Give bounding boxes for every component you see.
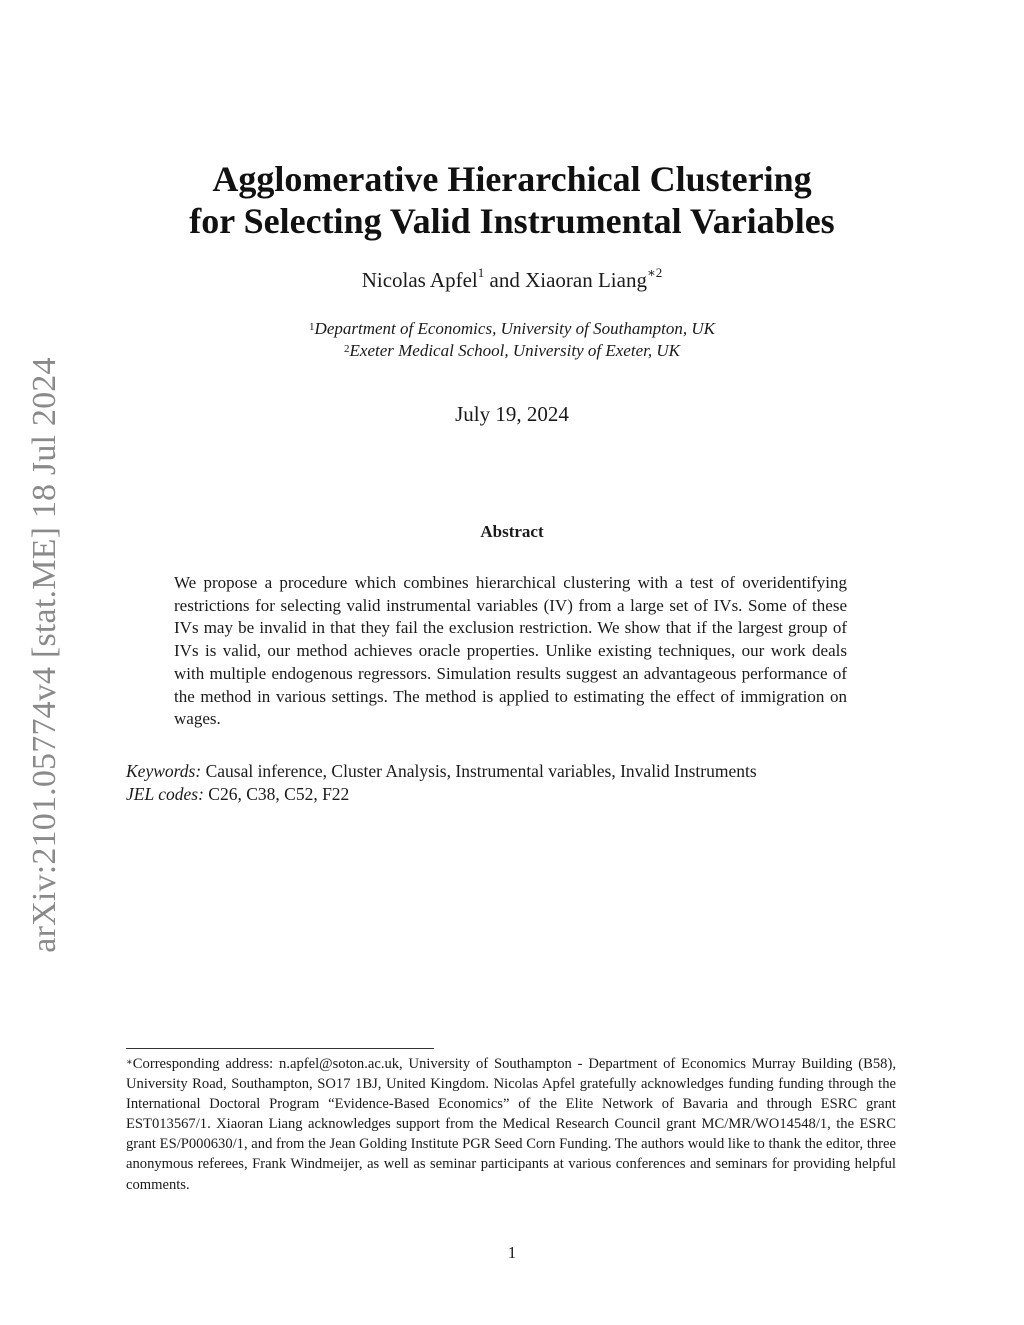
footnote <box>126 1054 896 1195</box>
affiliation-mark: ∗2 <box>646 265 663 280</box>
affiliation-item <box>0 318 1024 340</box>
footnote-divider <box>126 1048 434 1049</box>
jel-value: C26, C38, C52, F22 <box>208 783 350 804</box>
author-list <box>0 265 1024 293</box>
author-connector: and <box>484 268 526 292</box>
footnote-text: Corresponding address: n.apfel@soton.ac.uk, University of Southampton - Department of Economics Murray Building (B58), University Road, Southampton, SO17 1BJ, United Kingdom. Nicolas Apfel gratefully acknowledges funding funding through the International Doctoral Program “Evidence-Based Economics” of the Elite Network of Bavaria and through ESRC grant EST013567/1. Xiaoran Liang acknowledges support from the Medical Research Council grant MC/MR/WO14548/1, the ESRC grant ES/P000630/1, and from the Jean Golding Institute PGR Seed Corn Funding. The authors would like to thank the editor, three anonymous referees, Frank Windmeijer, as well as seminar participants at various conferences and seminars for providing helpful comments. <box>126 1056 896 1193</box>
jel-line <box>126 783 901 806</box>
affiliation-item <box>0 340 1024 362</box>
author-name: Xiaoran Liang <box>525 268 647 292</box>
author-name: Nicolas Apfel <box>361 268 478 292</box>
arxiv-identifier: arXiv:2101.05774v4 [stat.ME] 18 Jul 2024 <box>26 357 63 953</box>
paper-title-line-1: Agglomerative Hierarchical Clustering <box>212 159 812 199</box>
affiliation-text: Exeter Medical School, University of Exeter, UK <box>349 341 680 360</box>
keywords-label: Keywords: <box>126 761 202 781</box>
keywords-block <box>126 760 901 805</box>
jel-label: JEL codes: <box>126 783 204 804</box>
affiliation-mark: 2 <box>344 343 350 355</box>
paper-title-line-2: for Selecting Valid Instrumental Variables <box>189 201 835 241</box>
page-number: 1 <box>507 1243 517 1262</box>
footnote-mark: ∗ <box>126 1057 133 1068</box>
abstract-text: We propose a procedure which combines hierarchical clustering with a test of overidentifying restrictions for selecting valid instrumental variables (IV) from a large set of IVs. Some of these IVs may be invalid in that they fail the exclusion restriction. We show that if the largest group of IVs is valid, our method achieves oracle properties. Unlike existing techniques, our work deals with multiple endogenous regressors. Simulation results suggest an advantageous performance of the method in various settings. The method is applied to estimating the effect of immigration on wages. <box>174 573 847 729</box>
affiliation-list <box>0 318 1024 362</box>
abstract-heading: Abstract <box>480 522 544 541</box>
keywords-value: Causal inference, Cluster Analysis, Instrumental variables, Invalid Instruments <box>205 761 757 781</box>
affiliation-text: Department of Economics, University of Southampton, UK <box>314 319 715 338</box>
affiliation-mark: 1 <box>309 321 315 333</box>
publication-date: July 19, 2024 <box>455 402 569 426</box>
keywords-line <box>126 760 901 783</box>
affiliation-mark: 1 <box>477 265 485 280</box>
paper-title <box>0 158 1024 242</box>
